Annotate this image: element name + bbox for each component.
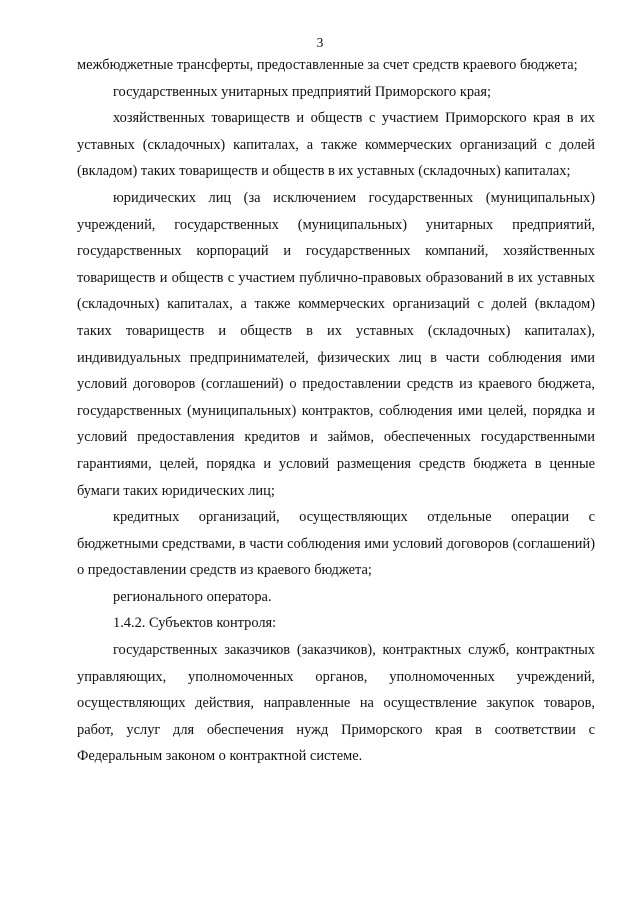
paragraph-legal-entities: юридических лиц (за исключением государственных (муниципальных) учреждений, государственных (муниципальных) унитарных предприятий, государственных корпораций и государственных компаний, хозяйственных товариществ и обществ с участием публично-правовых образований в их уставных (складочных) капиталах, а также коммерческих организаций с долей (вкладом) таких товариществ и обществ в их уставных (складочных) капиталах), индивидуальных предпринимателей, физических лиц в части соблюдения ими условий договоров (соглашений) о предоставлении средств из краевого бюджета, государственных (муниципальных) контрактов, соблюдения ими целей, порядка и условий предоставления кредитов и займов, обеспеченных государственными гарантиями, целей, порядка и условий размещения средств бюджета в ценные бумаги таких юридических лиц; bbox=[77, 189, 595, 499]
paragraph-section-heading: 1.4.2. Субъектов контроля: bbox=[113, 615, 277, 632]
paragraph-business-partnerships: хозяйственных товариществ и обществ с участием Приморского края в их уставных (складочных) капиталах, а также коммерческих организаций с долей (вкладом) таких товариществ и обществ в их уставных (складочных) капиталах; bbox=[77, 110, 595, 180]
document-body bbox=[77, 52, 595, 770]
paragraph-regional-operator: регионального оператора. bbox=[113, 588, 272, 605]
page-number: 3 bbox=[316, 35, 324, 50]
paragraph-credit-organizations: кредитных организаций, осуществляющих отдельные операции с бюджетными средствами, в части соблюдения ими условий договоров (соглашений) о предоставлении средств из краевого бюджета; bbox=[77, 509, 595, 579]
paragraph-interbudget-transfers: межбюджетные трансферты, предоставленные за счет средств краевого бюджета; bbox=[77, 57, 578, 73]
paragraph-state-customers: государственных заказчиков (заказчиков), контрактных служб, контрактных управляющих, уполномоченных органов, уполномоченных учреждений, осуществляющих действия, направленные на осуществление закупок товаров, работ, услуг для обеспечения нужд Приморского края в соответствии с Федеральным законом о контрактной системе. bbox=[77, 642, 595, 765]
paragraph-state-unitary-enterprises: государственных унитарных предприятий Приморского края; bbox=[113, 83, 492, 100]
